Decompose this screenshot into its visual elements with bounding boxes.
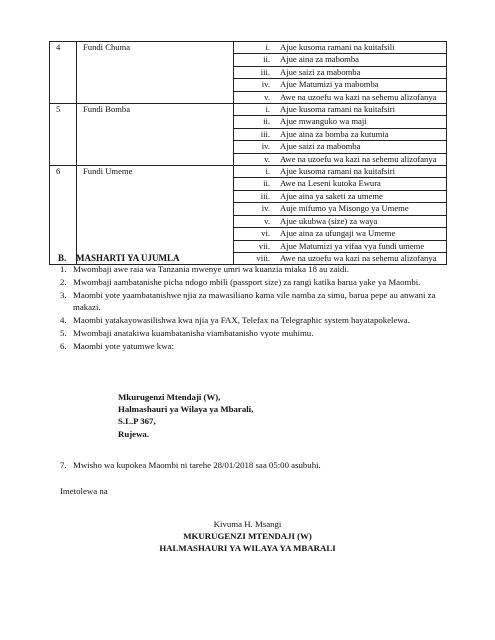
requirement-text: Ajue saizi za mabomba (280, 141, 361, 152)
requirement-number: ii. (263, 54, 270, 65)
requirement-text: Ajue kusoma ramani na kuitafsiri (280, 104, 396, 115)
requirement-number: iii. (260, 66, 270, 77)
requirement-text: Ajue kusoma ramani na kuitafsili (280, 42, 395, 52)
deadline-condition: 7. Mwisho wa kupokea Maombi ni tarehe 28/01/2018 saa 05:00 asubuhi. (60, 460, 321, 470)
requirement-number: i. (265, 104, 270, 115)
requirement-number: v. (264, 215, 270, 226)
requirement-number: iv. (261, 141, 270, 152)
condition-item: 1. Mwombaji awe raia wa Tanzania mwenye umri wa kuanzia miaka 18 au zaidi. (60, 264, 349, 274)
section-label: B. (58, 253, 67, 263)
requirements-cell (234, 42, 447, 104)
requirement-item (234, 141, 446, 153)
requirement-item (234, 178, 446, 190)
requirement-text: Ajue Matumizi ya vifaa vya fundi umeme (280, 240, 425, 251)
requirement-number: iii. (260, 128, 270, 139)
requirement-item (234, 116, 446, 128)
requirement-item (234, 79, 446, 91)
address-block (118, 391, 253, 440)
requirement-item (234, 42, 446, 54)
signatory-title: MKURUGENZI MTENDAJI (W) (183, 531, 312, 541)
requirements-cell (234, 166, 447, 265)
requirement-item (234, 92, 446, 103)
requirement-number: iv. (261, 203, 270, 214)
trade-title: Fundi Umeme (77, 166, 234, 265)
requirement-item (234, 228, 446, 240)
requirements-cell (234, 104, 447, 166)
requirements-table (49, 41, 447, 265)
requirement-text: Auje mifumo ya Misongo ya Umeme (280, 203, 409, 214)
requirement-text: Awe na Leseni kutoka Ewura (280, 178, 381, 189)
requirement-number: i. (265, 166, 270, 177)
requirement-item (234, 191, 446, 203)
requirement-number: i. (265, 42, 270, 52)
requirement-number: v. (264, 153, 270, 164)
requirement-text: Ajue mwanguko wa maji (280, 116, 367, 127)
address-line: Mkurugenzi Mtendaji (W), (118, 392, 221, 402)
condition-item: 4. Maombi yatakayowasilishwa kwa njia ya FAX, Telefax na Telegraphic system hayatapokelewa. (60, 314, 410, 325)
requirement-text: Awe na uzoefu wa kazi na sehemu alizofanya (280, 153, 437, 164)
requirement-text: Ajue aina za mabomba (280, 54, 359, 65)
requirement-item (234, 241, 446, 253)
requirement-number: vii. (258, 240, 270, 251)
requirement-item (234, 67, 446, 79)
requirement-number: v. (264, 91, 270, 102)
requirement-number: viii. (256, 252, 270, 263)
requirement-text: Ajue Matumizi ya mabomba (280, 79, 379, 90)
requirement-number: iii. (260, 190, 270, 201)
table-row (50, 104, 447, 166)
requirement-text: Ajue aina ya saketi za umeme (280, 190, 383, 201)
requirement-item (234, 166, 446, 178)
address-line: Halmashauri ya Wilaya ya Mbarali, (118, 404, 254, 415)
table-row (50, 42, 447, 104)
condition-item: 2. Mwombaji aambatanishe picha ndogo mbili (passport size) za rangi katika barua yake ya Maombi. (60, 277, 421, 288)
section-title: MASHARTI YA UJUMLA (76, 253, 180, 263)
requirement-number: ii. (263, 178, 270, 189)
requirement-item (234, 203, 446, 215)
requirement-item (234, 129, 446, 141)
address-line: S.L.P 367, (118, 416, 156, 427)
requirement-text: Awe na uzoefu wa kazi na sehemu alizofanya (280, 91, 437, 102)
condition-item: 5. Mwombaji anatakiwa kuambatanisha viambatanisho vyote muhimu. (60, 327, 314, 338)
requirement-text: Ajue saizi za mabomba (280, 66, 361, 77)
requirement-item (234, 216, 446, 228)
requirement-item (234, 154, 446, 165)
trade-title: Fundi Chuma (77, 42, 234, 104)
requirement-number: iv. (261, 79, 270, 90)
requirement-item (234, 54, 446, 66)
trade-title: Fundi Bomba (77, 104, 234, 166)
row-number: 4 (50, 42, 77, 104)
requirement-number: ii. (263, 116, 270, 127)
requirement-number: vi. (261, 228, 270, 239)
requirement-text: Ajue kusoma ramani na kuitafsiri (280, 166, 396, 177)
condition-item: 3. Maombi yote yaambatanishwe njia za mawasiliano kama vile namba za simu, barua pepe au anwani za makazi. (60, 290, 436, 312)
section-heading (58, 253, 180, 263)
requirement-text: Ajue aina za ufungaji wa Umeme (280, 228, 396, 239)
conditions-list (60, 264, 440, 354)
condition-item: 6. Maombi yote yatumwe kwa: (60, 341, 174, 352)
requirement-text: Ajue aina za bomba za kutumia (280, 128, 389, 139)
table-row (50, 166, 447, 265)
address-line: Rujewa. (118, 428, 150, 439)
signatory-organization: HALMASHAURI YA WILAYA YA MBARALI (159, 543, 336, 553)
requirement-item (234, 104, 446, 116)
requirement-text: Awe na uzoefu wa kazi na sehemu alizofanya (280, 252, 437, 263)
requirement-text: Ajue ukubwa (size) za waya (280, 215, 378, 226)
row-number: 6 (50, 166, 77, 265)
row-number: 5 (50, 104, 77, 166)
signatory-name: Kivuma H. Msangi (213, 519, 282, 529)
requirement-item (234, 253, 446, 264)
issued-by-label: Imetolewa na (60, 486, 108, 496)
